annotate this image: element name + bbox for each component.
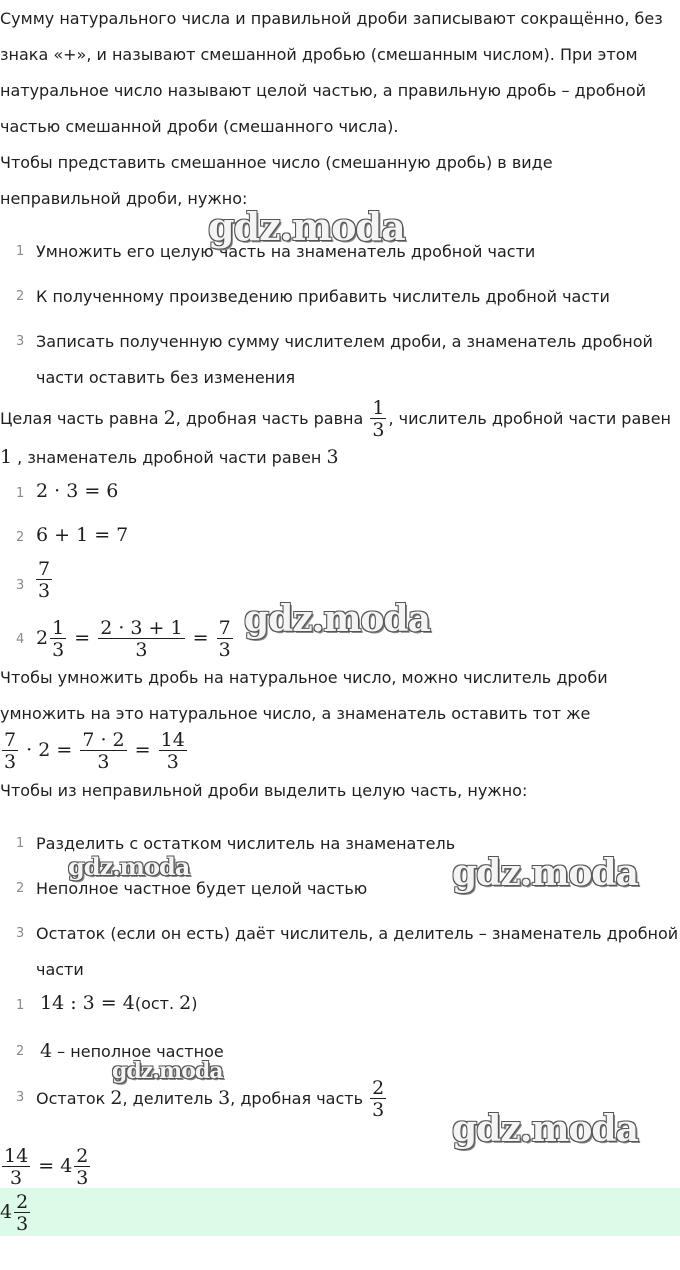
math-value: 3 bbox=[326, 446, 339, 468]
denominator: 3 bbox=[76, 1166, 89, 1189]
given-line-2 bbox=[0, 446, 339, 468]
fraction bbox=[2, 728, 18, 773]
whole-part: 4 bbox=[0, 1201, 13, 1223]
watermark: gdz.moda bbox=[244, 598, 430, 640]
list-number: 2 bbox=[16, 289, 25, 304]
fraction bbox=[98, 616, 184, 661]
numerator: 2 bbox=[16, 1190, 29, 1213]
intro-line-5: Чтобы представить смешанное число (смешанную дробь) в виде bbox=[0, 153, 553, 172]
list-number: 2 bbox=[16, 881, 25, 896]
list-number: 3 bbox=[16, 926, 25, 941]
whole-part: 2 bbox=[36, 627, 49, 649]
list-number: 3 bbox=[16, 334, 25, 349]
intro-line-4: частью смешанной дроби (смешанного числа). bbox=[0, 117, 399, 136]
intro-line-2: знака «+», и называют смешанной дробью (смешанным числом). При этом bbox=[0, 45, 638, 64]
text: , дробная часть bbox=[230, 1089, 369, 1108]
numerator: 7 bbox=[4, 728, 17, 751]
numerator: 14 bbox=[160, 728, 185, 751]
mult-line-1: Чтобы умножить дробь на натуральное число, можно числитель дроби bbox=[0, 668, 608, 687]
denominator: 3 bbox=[38, 580, 51, 602]
fraction bbox=[370, 1079, 386, 1120]
fraction bbox=[36, 560, 52, 601]
watermark: gdz.moda bbox=[452, 852, 638, 894]
numerator: 1 bbox=[52, 616, 65, 639]
watermark: gdz.moda bbox=[112, 1058, 223, 1084]
denominator: 3 bbox=[159, 750, 187, 772]
numerator: 7 bbox=[38, 558, 51, 580]
numerator: 2 · 3 + 1 bbox=[100, 616, 183, 639]
fraction bbox=[370, 399, 386, 440]
intro-line-6: неправильной дроби, нужно: bbox=[0, 189, 248, 208]
denominator: 3 bbox=[98, 638, 184, 660]
math-value: 2 bbox=[110, 1087, 123, 1109]
numerator: 2 bbox=[372, 1077, 385, 1099]
watermark: gdz.moda bbox=[452, 1108, 638, 1150]
mult-line-2: умножить на это натуральное число, а знаменатель оставить тот же bbox=[0, 704, 591, 723]
text: Остаток bbox=[36, 1089, 111, 1108]
text: Целая часть равна bbox=[0, 409, 164, 428]
equals: = bbox=[134, 739, 151, 761]
list-number: 2 bbox=[16, 530, 25, 545]
math-value: 4 bbox=[40, 1040, 53, 1062]
answer-value bbox=[0, 1188, 32, 1236]
text: ) bbox=[191, 994, 198, 1013]
fraction bbox=[14, 1190, 30, 1235]
fraction bbox=[159, 728, 187, 773]
list-number: 3 bbox=[16, 578, 25, 593]
denominator: 3 bbox=[218, 638, 231, 661]
operator: · 2 = bbox=[26, 739, 73, 761]
list-number: 1 bbox=[16, 998, 25, 1013]
expression: 14 : 3 = 4 bbox=[40, 992, 135, 1014]
list-text: Записать полученную сумму числителем дроби, а знаменатель дробной bbox=[36, 332, 653, 351]
numerator: 1 bbox=[372, 397, 385, 419]
list-text: Остаток (если он есть) даёт числитель, а делитель – знаменатель дробной bbox=[36, 924, 679, 943]
list-number: 3 bbox=[16, 1090, 25, 1105]
intro-line-1: Сумму натурального числа и правильной дроби записывают сокращённо, без bbox=[0, 9, 663, 28]
text: – неполное частное bbox=[52, 1042, 224, 1061]
fraction bbox=[2, 1144, 30, 1189]
answer-highlight bbox=[0, 1188, 680, 1236]
denominator: 3 bbox=[52, 638, 65, 661]
fraction bbox=[217, 616, 233, 661]
mult-expression bbox=[0, 726, 189, 774]
equals: = bbox=[74, 627, 91, 649]
denominator: 3 bbox=[372, 419, 385, 441]
list-text-cont: части bbox=[36, 960, 84, 979]
expression: 6 + 1 = 7 bbox=[36, 524, 129, 546]
watermark: gdz.moda bbox=[68, 852, 190, 881]
list-text: К полученному произведению прибавить числитель дробной части bbox=[36, 287, 610, 306]
division-expression bbox=[40, 992, 198, 1014]
list-number: 1 bbox=[16, 486, 25, 501]
expression: 2 · 3 = 6 bbox=[36, 480, 119, 502]
numerator: 14 bbox=[4, 1144, 29, 1167]
numerator: 2 bbox=[76, 1144, 89, 1167]
text: , знаменатель дробной части равен bbox=[12, 448, 327, 467]
fraction bbox=[80, 728, 126, 773]
text: (ост. bbox=[134, 994, 180, 1013]
numerator: 7 bbox=[218, 616, 231, 639]
math-value: 1 bbox=[0, 446, 13, 468]
list-text: Разделить с остатком числитель на знаменатель bbox=[36, 834, 456, 853]
equals: = bbox=[192, 627, 209, 649]
result-expression bbox=[0, 1142, 92, 1190]
list-number: 2 bbox=[16, 1044, 25, 1059]
fraction bbox=[50, 616, 66, 661]
intro-line-3: натуральное число называют целой частью, а правильную дробь – дробной bbox=[0, 81, 647, 100]
denominator: 3 bbox=[16, 1212, 29, 1235]
numerator: 7 · 2 bbox=[82, 728, 125, 751]
math-value: 3 bbox=[218, 1087, 231, 1109]
list-number: 4 bbox=[16, 632, 25, 647]
mixed-expression bbox=[36, 614, 235, 662]
extract-line: Чтобы из неправильной дроби выделить целую часть, нужно: bbox=[0, 781, 528, 800]
list-text: Неполное частное будет целой частью bbox=[36, 879, 368, 898]
math-value: 2 bbox=[179, 992, 192, 1014]
text: , делитель bbox=[122, 1089, 219, 1108]
list-number: 1 bbox=[16, 244, 25, 259]
given-line bbox=[0, 394, 671, 443]
math-value: 2 bbox=[163, 407, 176, 429]
list-text-cont: части оставить без изменения bbox=[36, 368, 296, 387]
list-number: 1 bbox=[16, 836, 25, 851]
denominator: 3 bbox=[80, 750, 126, 772]
denominator: 3 bbox=[372, 1099, 385, 1121]
fraction bbox=[74, 1144, 90, 1189]
watermark: gdz.moda bbox=[208, 204, 405, 249]
denominator: 3 bbox=[4, 750, 17, 773]
text: , числитель дробной части равен bbox=[388, 409, 671, 428]
text: , дробная часть равна bbox=[175, 409, 369, 428]
list-text: Умножить его целую часть на знаменатель дробной части bbox=[36, 242, 536, 261]
equals: = 4 bbox=[38, 1155, 73, 1177]
denominator: 3 bbox=[2, 1166, 30, 1188]
